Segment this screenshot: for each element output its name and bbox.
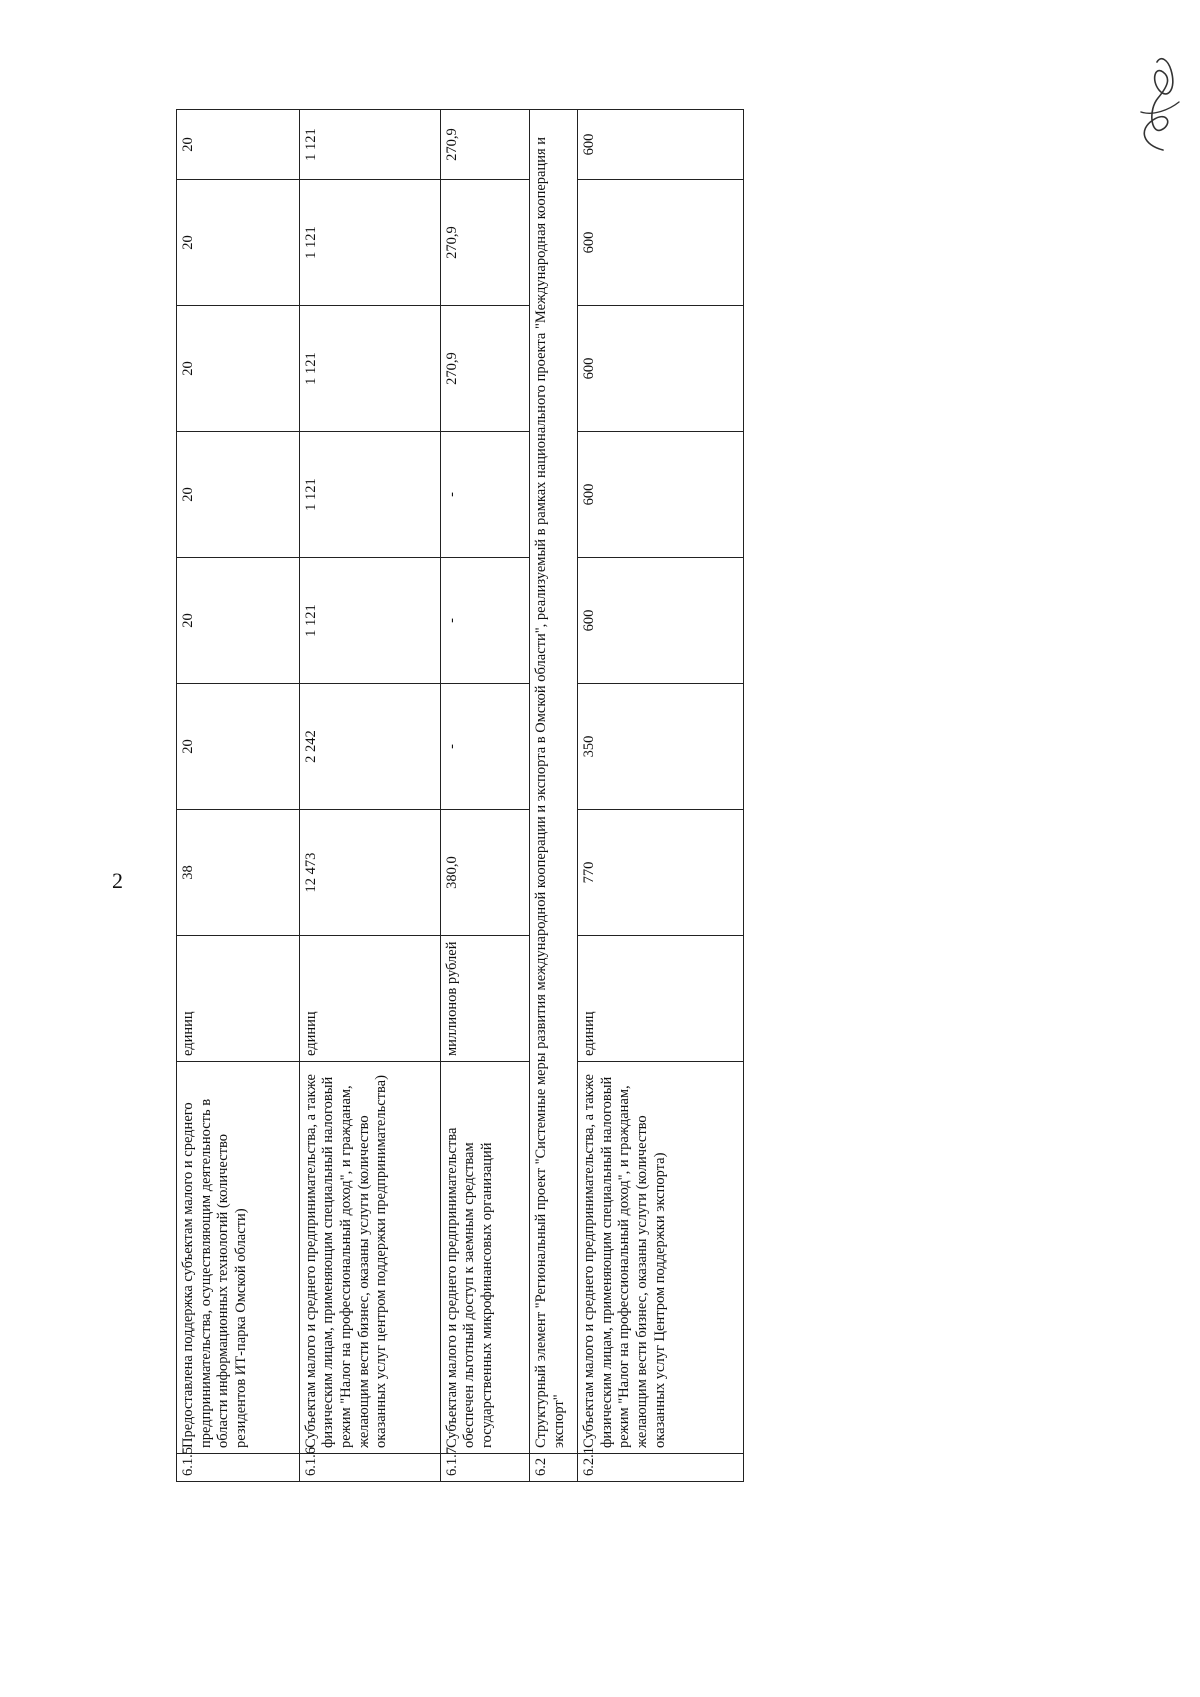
row-value: - bbox=[440, 558, 529, 684]
table-row bbox=[577, 110, 743, 1482]
section-row bbox=[530, 110, 578, 1482]
row-value: 1 121 bbox=[299, 306, 440, 432]
row-unit: миллионов рублей bbox=[440, 936, 529, 1062]
row-number: 6.1.6 bbox=[299, 1454, 440, 1482]
row-value: 350 bbox=[577, 684, 743, 810]
row-value: 20 bbox=[177, 180, 300, 306]
row-unit: единиц bbox=[577, 936, 743, 1062]
table-row bbox=[299, 110, 440, 1482]
row-value: 770 bbox=[577, 810, 743, 936]
row-description: Субъектам малого и среднего предпринимательства, а также физическим лицам, применяющим специальный налоговый режим "Налог на профессиональный доход", и гражданам, желающим вести бизнес, оказаны услуги (количество оказанных услуг Центром поддержки экспорта) bbox=[577, 1062, 743, 1454]
row-value: 20 bbox=[177, 110, 300, 180]
row-value: 270,9 bbox=[440, 306, 529, 432]
row-number: 6.2 bbox=[530, 1454, 578, 1482]
row-number: 6.1.5 bbox=[177, 1454, 300, 1482]
row-number: 6.1.7 bbox=[440, 1454, 529, 1482]
row-number: 6.2.1 bbox=[577, 1454, 743, 1482]
row-value: - bbox=[440, 432, 529, 558]
table-row bbox=[177, 110, 300, 1482]
signature-mark bbox=[1133, 50, 1183, 160]
row-value: 1 121 bbox=[299, 432, 440, 558]
row-value: 600 bbox=[577, 432, 743, 558]
row-value: 12 473 bbox=[299, 810, 440, 936]
row-description: Субъектам малого и среднего предпринимательства обеспечен льготный доступ к заемным средствам государственных микрофинансовых организаций bbox=[440, 1062, 529, 1454]
row-value: 38 bbox=[177, 810, 300, 936]
indicators-table bbox=[176, 109, 744, 1482]
table-row bbox=[440, 110, 529, 1482]
row-description: Субъектам малого и среднего предпринимательства, а также физическим лицам, применяющим специальный налоговый режим "Налог на профессиональный доход", и гражданам, желающим вести бизнес, оказаны услуги (количество оказанных услуг центром поддержки предпринимательства) bbox=[299, 1062, 440, 1454]
row-value: 270,9 bbox=[440, 110, 529, 180]
row-value: 380,0 bbox=[440, 810, 529, 936]
row-value: - bbox=[440, 684, 529, 810]
row-value: 2 242 bbox=[299, 684, 440, 810]
row-value: 1 121 bbox=[299, 180, 440, 306]
row-unit: единиц bbox=[177, 936, 300, 1062]
row-value: 600 bbox=[577, 180, 743, 306]
rotated-table-container bbox=[176, 110, 744, 1482]
row-value: 20 bbox=[177, 558, 300, 684]
row-value: 600 bbox=[577, 306, 743, 432]
row-value: 1 121 bbox=[299, 558, 440, 684]
row-description: Предоставлена поддержка субъектам малого и среднего предпринимательства, осуществляющим деятельность в области информационных технологий (количество резидентов ИТ-парка Омской области) bbox=[177, 1062, 300, 1454]
row-value: 600 bbox=[577, 110, 743, 180]
row-value: 270,9 bbox=[440, 180, 529, 306]
page-number: 2 bbox=[112, 868, 123, 893]
row-value: 20 bbox=[177, 432, 300, 558]
section-heading: Структурный элемент "Региональный проект "Системные меры развития международной кооперации и экспорта в Омской области", реализуемый в рамках национального проекта "Международная кооперация и экспорт" bbox=[530, 110, 578, 1454]
row-value: 600 bbox=[577, 558, 743, 684]
row-value: 1 121 bbox=[299, 110, 440, 180]
row-value: 20 bbox=[177, 306, 300, 432]
row-unit: единиц bbox=[299, 936, 440, 1062]
row-value: 20 bbox=[177, 684, 300, 810]
